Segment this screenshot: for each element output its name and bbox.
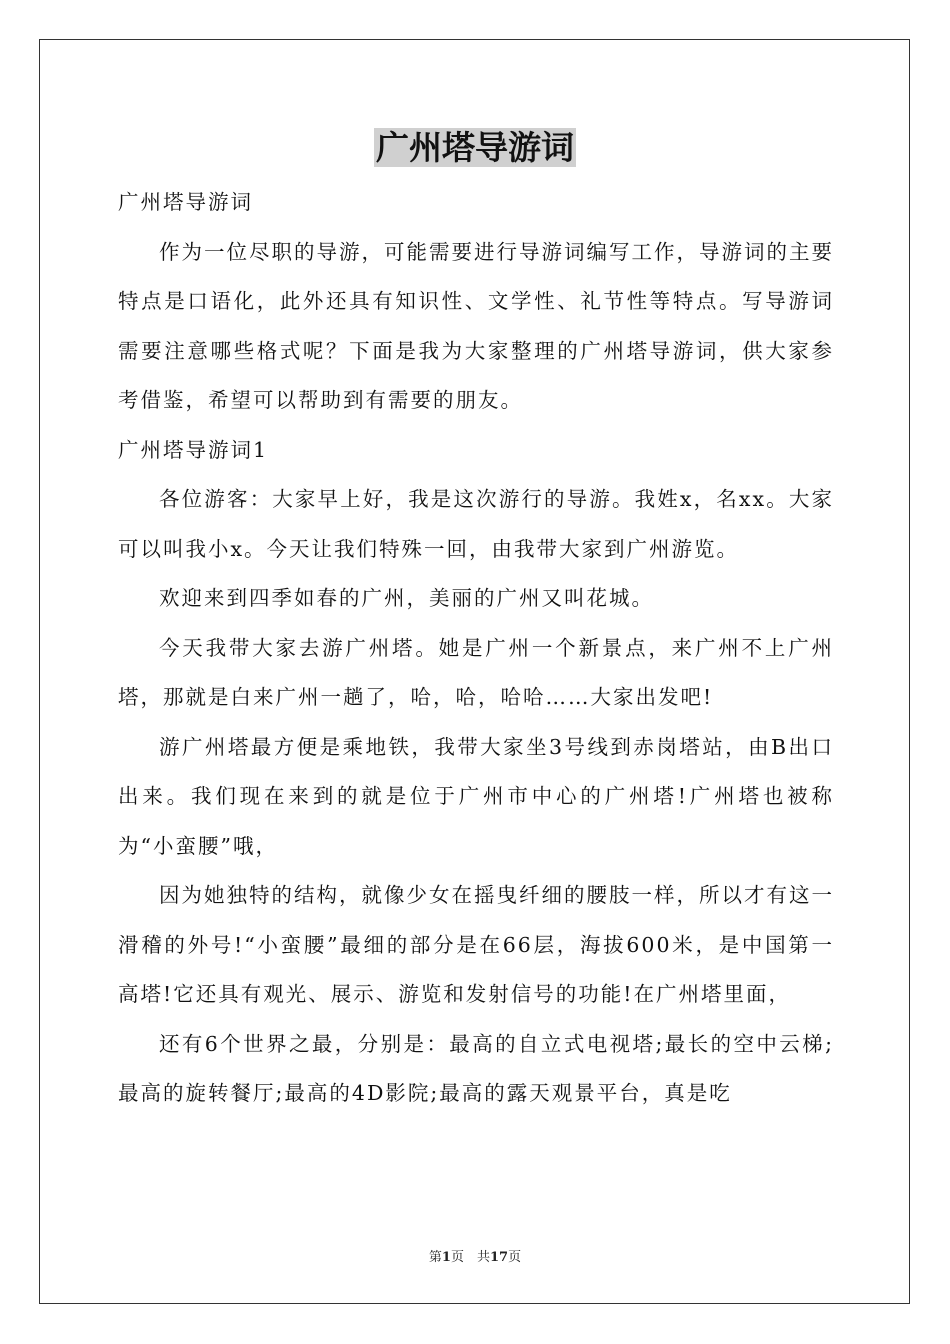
body-paragraph: 因为她独特的结构，就像少女在摇曳纤细的腰肢一样，所以才有这一滑稽的外号!“小蛮腰”最细的部分是在66层，海拔600米，是中国第一高塔!它还具有观光、展示、游览和发射信号的功能!在广州塔里面， bbox=[118, 883, 834, 1006]
page-label-mid: 页 共 bbox=[450, 1250, 490, 1265]
page-label-prefix: 第 bbox=[428, 1250, 442, 1265]
document-body bbox=[118, 178, 834, 1119]
body-paragraph: 各位游客：大家早上好，我是这次游行的导游。我姓x，名xx。大家可以叫我小x。今天让我们特殊一回，由我带大家到广州游览。 bbox=[118, 487, 834, 561]
document-title-text: 广州塔导游词 bbox=[376, 128, 574, 167]
body-paragraph: 欢迎来到四季如春的广州，美丽的广州又叫花城。 bbox=[159, 586, 654, 610]
section-heading: 广州塔导游词1 bbox=[118, 437, 269, 462]
page-footer bbox=[0, 1246, 950, 1265]
section-heading: 广州塔导游词 bbox=[118, 190, 253, 214]
body-paragraph: 今天我带大家去游广州塔。她是广州一个新景点，来广州不上广州塔，那就是白来广州一趟了，哈，哈，哈哈……大家出发吧! bbox=[118, 635, 834, 709]
document-title bbox=[0, 126, 950, 170]
body-paragraph: 还有6个世界之最，分别是：最高的自立式电视塔;最长的空中云梯;最高的旋转餐厅;最高的4D影院;最高的露天观景平台，真是吃 bbox=[118, 1031, 834, 1105]
page-current: 1 bbox=[441, 1250, 451, 1265]
body-paragraph: 游广州塔最方便是乘地铁，我带大家坐3号线到赤岗塔站，由B出口出来。我们现在来到的就是位于广州市中心的广州塔!广州塔也被称为“小蛮腰”哦， bbox=[118, 734, 834, 858]
page-label-suffix: 页 bbox=[508, 1250, 522, 1265]
intro-paragraph: 作为一位尽职的导游，可能需要进行导游词编写工作，导游词的主要特点是口语化，此外还具有知识性、文学性、礼节性等特点。写导游词需要注意哪些格式呢？下面是我为大家整理的广州塔导游词，供大家参考借鉴，希望可以帮助到有需要的朋友。 bbox=[118, 239, 834, 412]
page-total: 17 bbox=[489, 1250, 509, 1265]
